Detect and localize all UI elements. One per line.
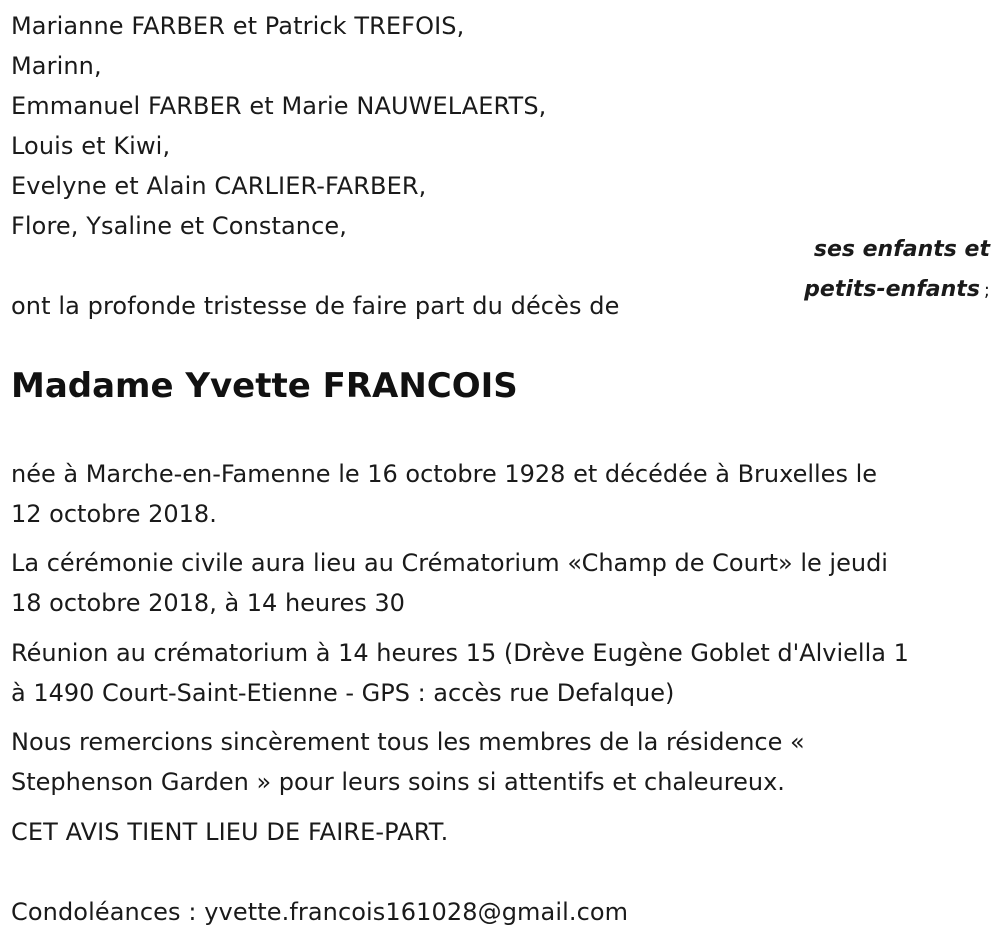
ceremony-row-1: La cérémonie civile aura lieu au Crématorium «Champ de Court» le jeudi [11,549,888,577]
deceased-name-heading: Madame Yvette FRANCOIS [11,366,518,406]
ceremony-row-2: 18 octobre 2018, à 14 heures 30 [11,589,405,617]
relation-label-line-2 [804,270,990,311]
faire-part-notice: CET AVIS TIENT LIEU DE FAIRE-PART. [11,818,449,846]
birth-death-row-1: née à Marche-en-Famenne le 16 octobre 1928 et décédée à Bruxelles le [11,460,878,488]
family-line-6: Flore, Ysaline et Constance, [11,212,348,240]
relation-punctuation: ; [983,280,990,301]
meeting-paragraph [11,633,996,713]
announcement-text: ont la profonde tristesse de faire part du décès de [11,292,620,320]
meeting-row-1: Réunion au crématorium à 14 heures 15 (Drève Eugène Goblet d'Alviella 1 [11,639,909,667]
family-line-3: Emmanuel FARBER et Marie NAUWELAERTS, [11,92,547,120]
meeting-row-2: à 1490 Court-Saint-Etienne - GPS : accès rue Defalque) [11,679,675,707]
family-line-1: Marianne FARBER et Patrick TREFOIS, [11,12,465,40]
family-line-5: Evelyne et Alain CARLIER-FARBER, [11,172,427,200]
relation-label-text: petits-enfants [804,277,980,302]
thanks-row-2: Stephenson Garden » pour leurs soins si attentifs et chaleureux. [11,768,785,796]
family-line-4: Louis et Kiwi, [11,132,171,160]
family-line-2: Marinn, [11,52,102,80]
birth-death-row-2: 12 octobre 2018. [11,500,217,528]
birth-death-paragraph [11,454,996,534]
condolences-contact: Condoléances : yvette.francois161028@gmail.com [11,898,629,926]
ceremony-paragraph [11,543,996,623]
thanks-paragraph [11,722,996,802]
thanks-row-1: Nous remercions sincèrement tous les membres de la résidence « [11,728,805,756]
relation-label-line-1: ses enfants et [813,237,990,262]
